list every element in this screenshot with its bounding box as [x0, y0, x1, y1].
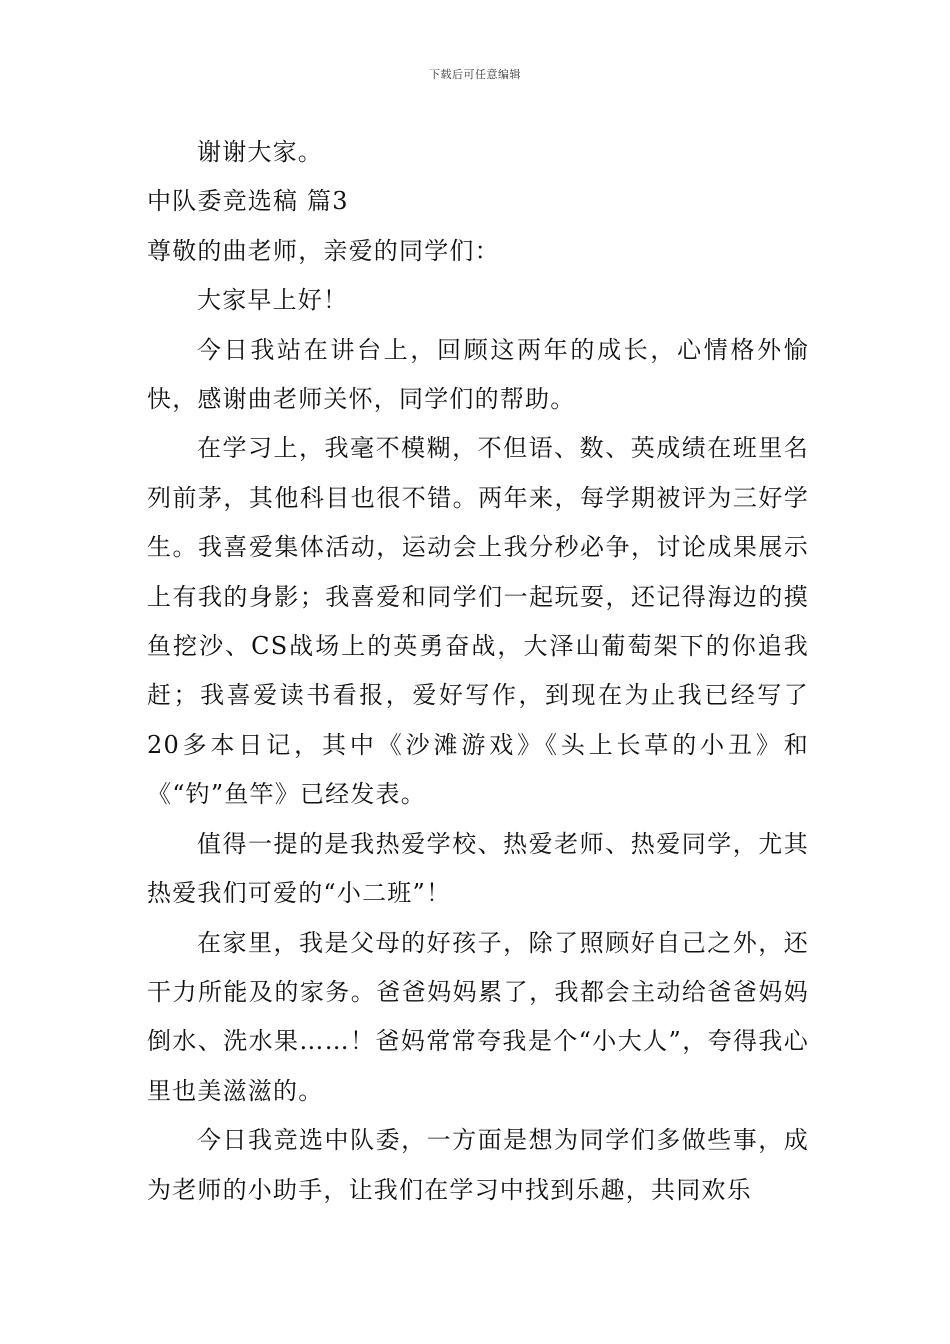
section-title: 中队委竞选稿 篇3 [147, 187, 349, 216]
header-note: 下载后可任意编辑 [429, 68, 521, 81]
salutation: 尊敬的曲老师，亲爱的同学们： [147, 236, 500, 265]
paragraph: 今日我竞选中队委，一方面是想为同学们多做些事，成为老师的小助手，让我们在学习中找到乐趣，共同欢乐 [147, 1126, 809, 1204]
paragraph: 在学习上，我毫不模糊，不但语、数、英成绩在班里名列前茅，其他科目也很不错。两年来，每学期被评为三好学生。我喜爱集体活动，运动会上我分秒必争，讨论成果展示上有我的身影；我喜爱和同学们一起玩耍，还记得海边的摸鱼挖沙、CS战场上的英勇奋战，大泽山葡萄架下的你追我赶；我喜爱读书看报，爱好写作，到现在为止我已经写了20多本日记，其中《沙滩游戏》《头上长草的小丑》和《“钓”鱼竿》已经发表。 [147, 434, 809, 809]
paragraph: 在家里，我是父母的好孩子，除了照顾好自己之外，还干力所能及的家务。爸爸妈妈累了，我都会主动给爸爸妈妈倒水、洗水果……！爸妈常常夸我是个“小大人”，夸得我心里也美滋滋的。 [147, 928, 809, 1105]
paragraph: 值得一提的是我热爱学校、热爱老师、热爱同学，尤其热爱我们可爱的“小二班”！ [147, 829, 809, 908]
closing-thanks: 谢谢大家。 [197, 138, 323, 166]
paragraph: 今日我站在讲台上，回顾这两年的成长，心情格外愉快，感谢曲老师关怀，同学们的帮助。 [147, 335, 809, 414]
greeting: 大家早上好！ [197, 286, 349, 315]
document-body [147, 128, 809, 1215]
